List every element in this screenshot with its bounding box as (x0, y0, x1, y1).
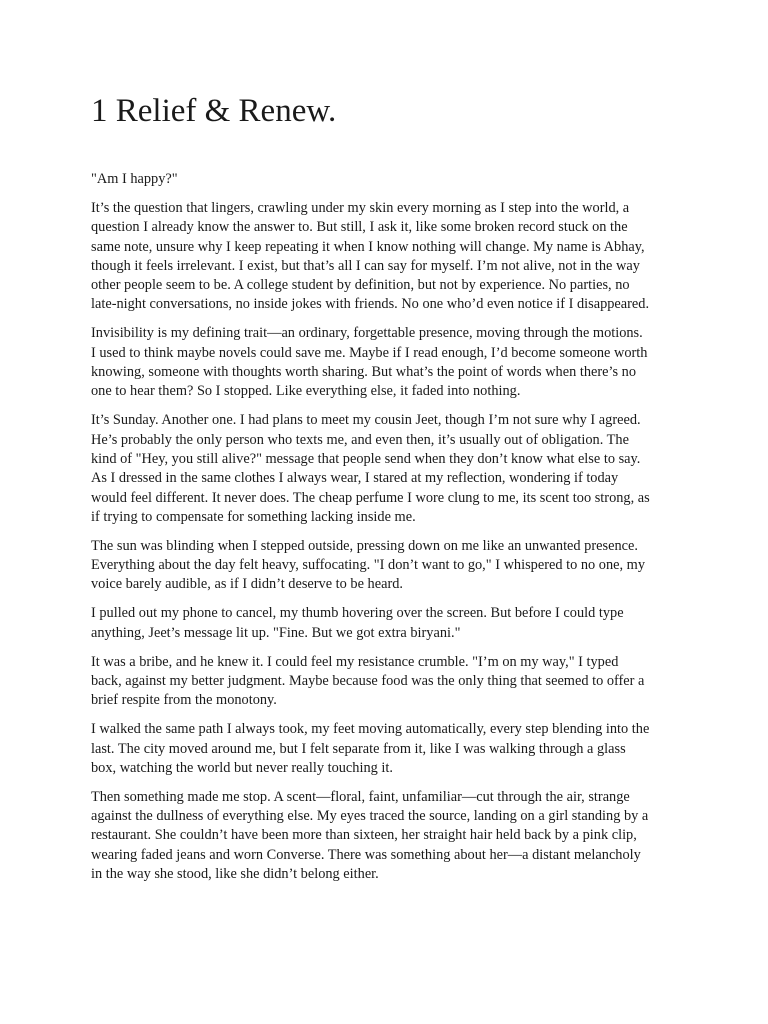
chapter-title: 1 Relief & Renew. (91, 93, 337, 129)
paragraph (91, 537, 683, 595)
paragraph-line: It’s Sunday. Another one. I had plans to meet my cousin Jeet, though I’m not sure why I agreed. (91, 412, 641, 429)
paragraph-line: It was a bribe, and he knew it. I could feel my resistance crumble. "I’m on my way," I typed (91, 653, 619, 670)
paragraph-line: though it feels irrelevant. I exist, but that’s all I can say for myself. I’m not alive, not in the way (91, 257, 640, 274)
paragraph-line: late-night conversations, no inside jokes with friends. No one who’d even notice if I disappeared. (91, 296, 650, 313)
paragraph-line: knowing, someone with thoughts worth sharing. But what’s the point of words when there’s no (91, 364, 637, 381)
paragraph-line: It’s the question that lingers, crawling under my skin every morning as I step into the world, a (91, 199, 630, 216)
paragraph-line: He’s probably the only person who texts me, and even then, it’s usually out of obligation. The (91, 431, 629, 448)
paragraph-line: Then something made me stop. A scent—floral, faint, unfamiliar—cut through the air, strange (91, 788, 630, 805)
paragraph-line: I pulled out my phone to cancel, my thumb hovering over the screen. But before I could type (91, 605, 624, 622)
paragraph-line: brief respite from the monotony. (91, 692, 277, 709)
paragraph-line: back, against my better judgment. Maybe because food was the only thing that seemed to offer a (91, 672, 645, 689)
paragraph-line: if trying to compensate for something lacking inside me. (91, 508, 416, 525)
paragraph-line: kind of "Hey, you still alive?" message that people send when they don’t know what else to say. (91, 450, 641, 467)
paragraph (91, 788, 683, 884)
paragraph-line: wearing faded jeans and worn Converse. There was something about her—a distant melancholy (91, 846, 641, 863)
paragraph (91, 604, 683, 643)
paragraph (91, 199, 683, 315)
paragraph-line: "Am I happy?" (91, 171, 178, 187)
paragraph-line: I used to think maybe novels could save me. Maybe if I read enough, I’d become someone worth (91, 344, 648, 361)
paragraph-line: restaurant. She couldn’t have been more than sixteen, her straight hair held back by a pink clip, (91, 827, 637, 844)
paragraph-line: box, watching the world but never really touching it. (91, 759, 393, 776)
paragraph-line: Everything about the day felt heavy, suffocating. "I don’t want to go," I whispered to no one, my (91, 557, 645, 574)
paragraph-line: I walked the same path I always took, my feet moving automatically, every step blending into the (91, 721, 650, 738)
paragraph (91, 411, 683, 527)
paragraph (91, 653, 683, 711)
paragraph-line: The sun was blinding when I stepped outside, pressing down on me like an unwanted presence. (91, 537, 638, 554)
paragraph-line: last. The city moved around me, but I felt separate from it, like I was walking through a glass (91, 740, 626, 757)
paragraph-line: Invisibility is my defining trait—an ordinary, forgettable presence, moving through the motions. (91, 325, 643, 342)
paragraph-line: would feel different. It never does. The cheap perfume I wore clung to me, its scent too strong, as (91, 489, 650, 506)
paragraph-line: other people seem to be. A college student by definition, but not by experience. No parties, no (91, 277, 630, 294)
paragraph (91, 720, 683, 778)
paragraph-line: anything, Jeet’s message lit up. "Fine. But we got extra biryani." (91, 624, 461, 641)
paragraph-line: one to hear them? So I stopped. Like everything else, it faded into nothing. (91, 383, 521, 400)
paragraph-line: same note, unsure why I keep repeating it when I know nothing will change. My name is Abhay, (91, 238, 645, 255)
paragraph-line: As I dressed in the same clothes I always wear, I stared at my reflection, wondering if today (91, 470, 619, 487)
paragraph-line: voice barely audible, as if I didn’t deserve to be heard. (91, 576, 403, 593)
paragraph-line: against the dullness of everything else. My eyes traced the source, landing on a girl standing by a (91, 808, 649, 825)
paragraph-line: question I already know the answer to. But still, I ask it, like some broken record stuck on the (91, 219, 628, 236)
paragraph (91, 324, 683, 401)
paragraph-line: in the way she stood, like she didn’t belong either. (91, 866, 379, 882)
paragraph (91, 170, 683, 189)
document-body (91, 170, 683, 894)
